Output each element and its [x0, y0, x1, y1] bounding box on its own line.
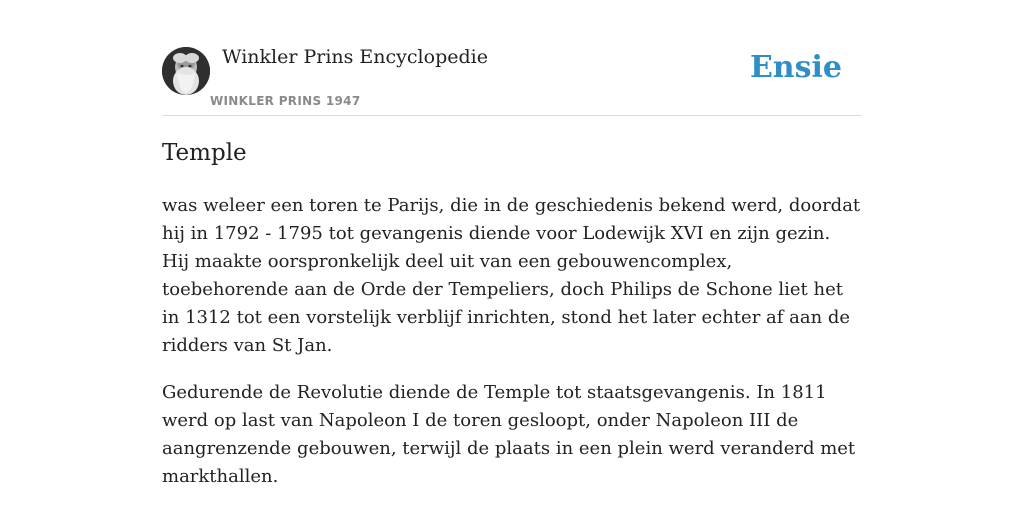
- source-subtitle[interactable]: WINKLER PRINS 1947: [210, 94, 361, 108]
- article-title: Temple: [162, 140, 247, 166]
- article-body: [162, 192, 862, 510]
- article-paragraph: Gedurende de Revolutie diende de Temple tot staatsgevangenis. In 1811 werd op last van Napoleon I de toren gesloopt, onder Napoleon III de aangrenzende gebouwen, terwijl de plaats in een plein werd veranderd met markthallen.: [162, 382, 856, 487]
- source-avatar[interactable]: [162, 47, 210, 95]
- source-title[interactable]: Winkler Prins Encyclopedie: [222, 46, 488, 68]
- source-header: [162, 44, 862, 116]
- bearded-man-portrait-icon: [162, 47, 210, 95]
- article-paragraph: was weleer een toren te Parijs, die in de geschiedenis bekend werd, doordat hij in 1792 - 1795 tot gevangenis diende voor Lodewijk XVI en zijn gezin. Hij maakte oorspronkelijk deel uit van een gebouwencomplex, toebehorende aan de Orde der Tempeliers, doch Philips de Schone liet het in 1312 tot een vorstelijk verblijf inrichten, stond het later echter af aan de ridders van St Jan.: [162, 195, 861, 356]
- brand-logo[interactable]: Ensie: [749, 50, 842, 85]
